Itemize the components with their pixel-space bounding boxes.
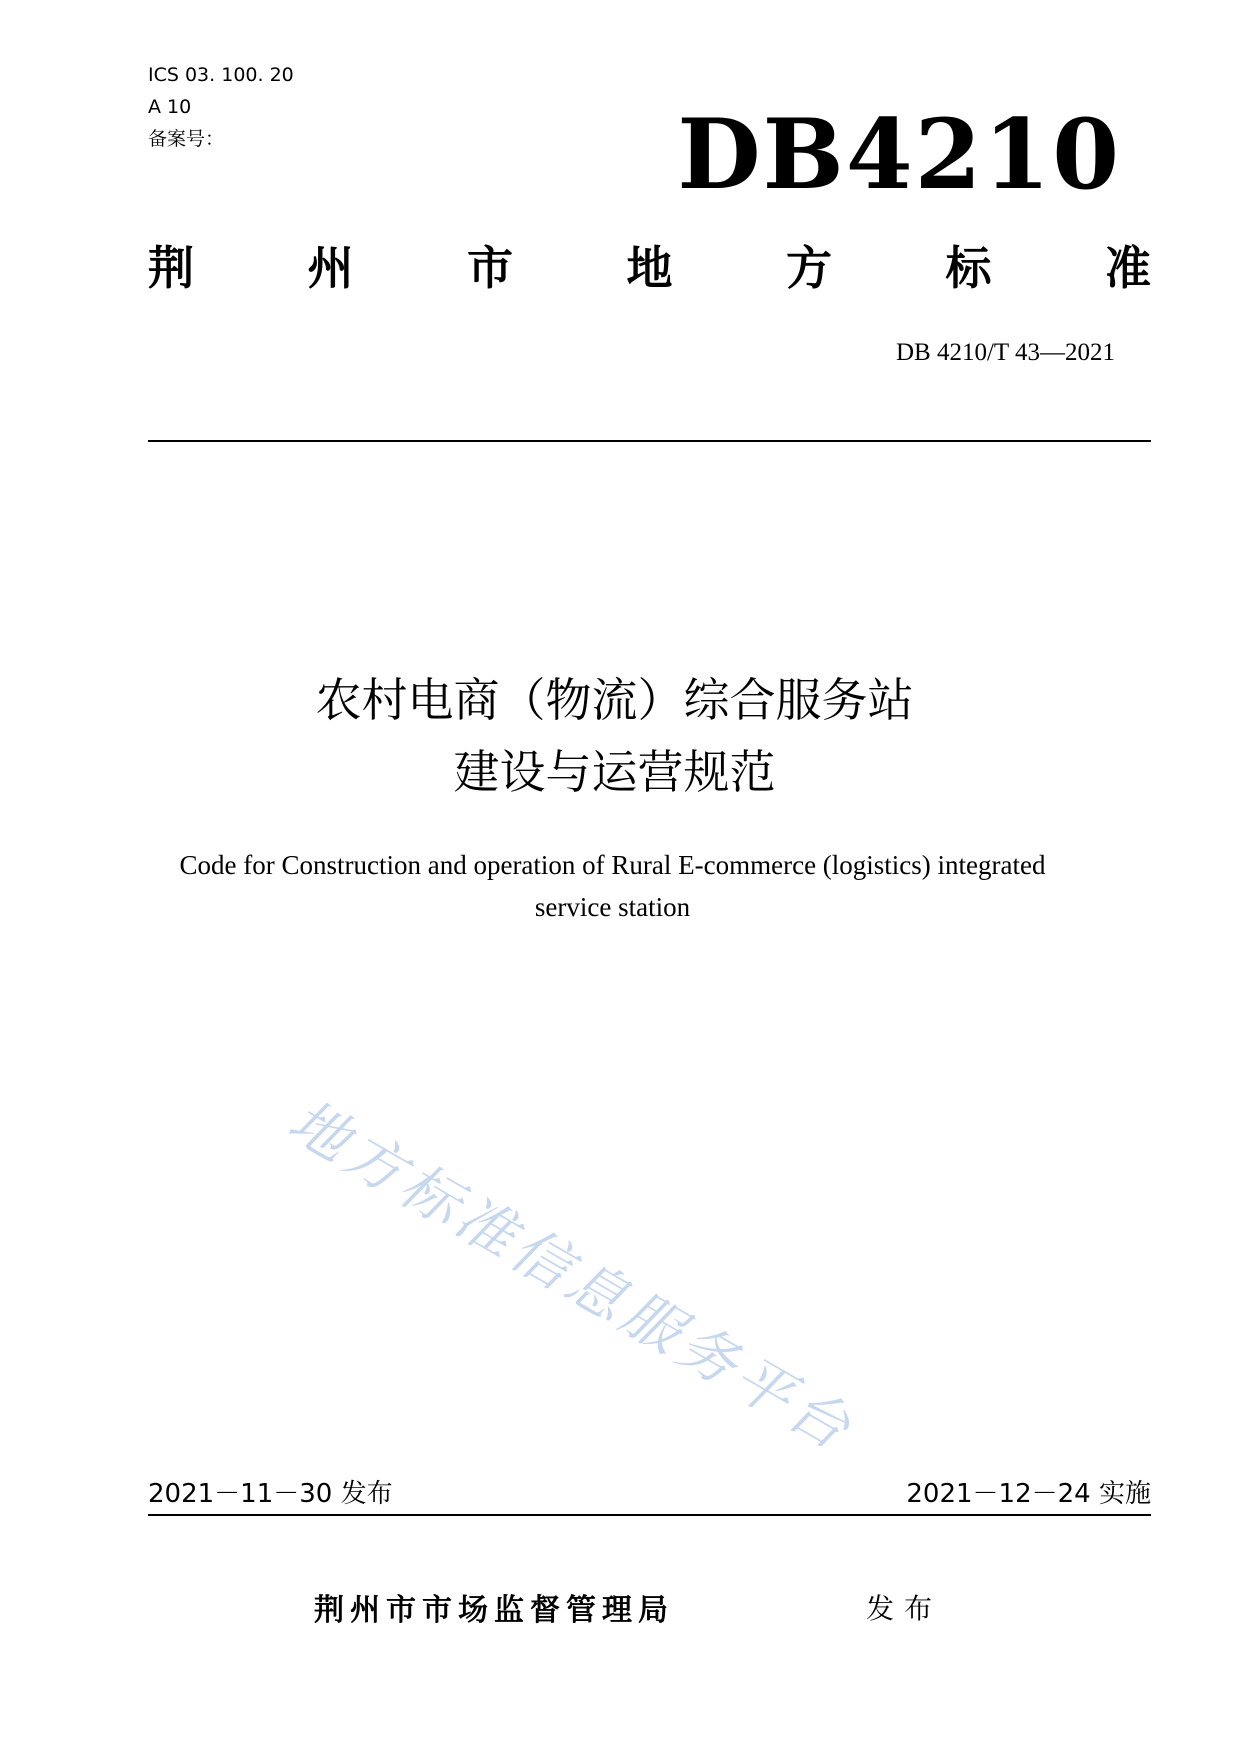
title-char: 地 xyxy=(626,241,673,295)
english-title-line-1: Code for Construction and operation of Rural E-commerce (logistics) integrated xyxy=(179,850,1046,880)
record-number-label: 备案号： xyxy=(148,128,225,150)
title-char: 准 xyxy=(1105,241,1151,295)
publish-date: 2021－11－30 发布 xyxy=(148,1479,393,1509)
standard-number: DB 4210/T 43—2021 xyxy=(896,339,1115,366)
standard-code-large: DB4210 xyxy=(677,98,1121,211)
title-char: 市 xyxy=(467,241,513,295)
ics-code: ICS 03. 100. 20 xyxy=(148,64,294,86)
issue-label: 发布 xyxy=(866,1592,943,1625)
top-divider xyxy=(148,440,1151,442)
english-title-line-2: service station xyxy=(534,892,691,922)
issuing-authority: 荆州市市场监督管理局 xyxy=(314,1593,674,1628)
bottom-divider xyxy=(148,1514,1151,1516)
implement-date: 2021－12－24 实施 xyxy=(906,1479,1151,1509)
standard-type-title xyxy=(148,240,1151,296)
classification-code: A 10 xyxy=(148,96,192,118)
watermark: 地方标准信息服务平台 xyxy=(277,1086,866,1466)
title-char: 荆 xyxy=(148,241,194,295)
title-char: 方 xyxy=(786,241,832,295)
title-char: 标 xyxy=(945,241,992,295)
title-char: 州 xyxy=(307,241,354,295)
chinese-title-line-2: 建设与运营规范 xyxy=(453,745,776,799)
chinese-title-line-1: 农村电商（物流）综合服务站 xyxy=(315,673,914,727)
